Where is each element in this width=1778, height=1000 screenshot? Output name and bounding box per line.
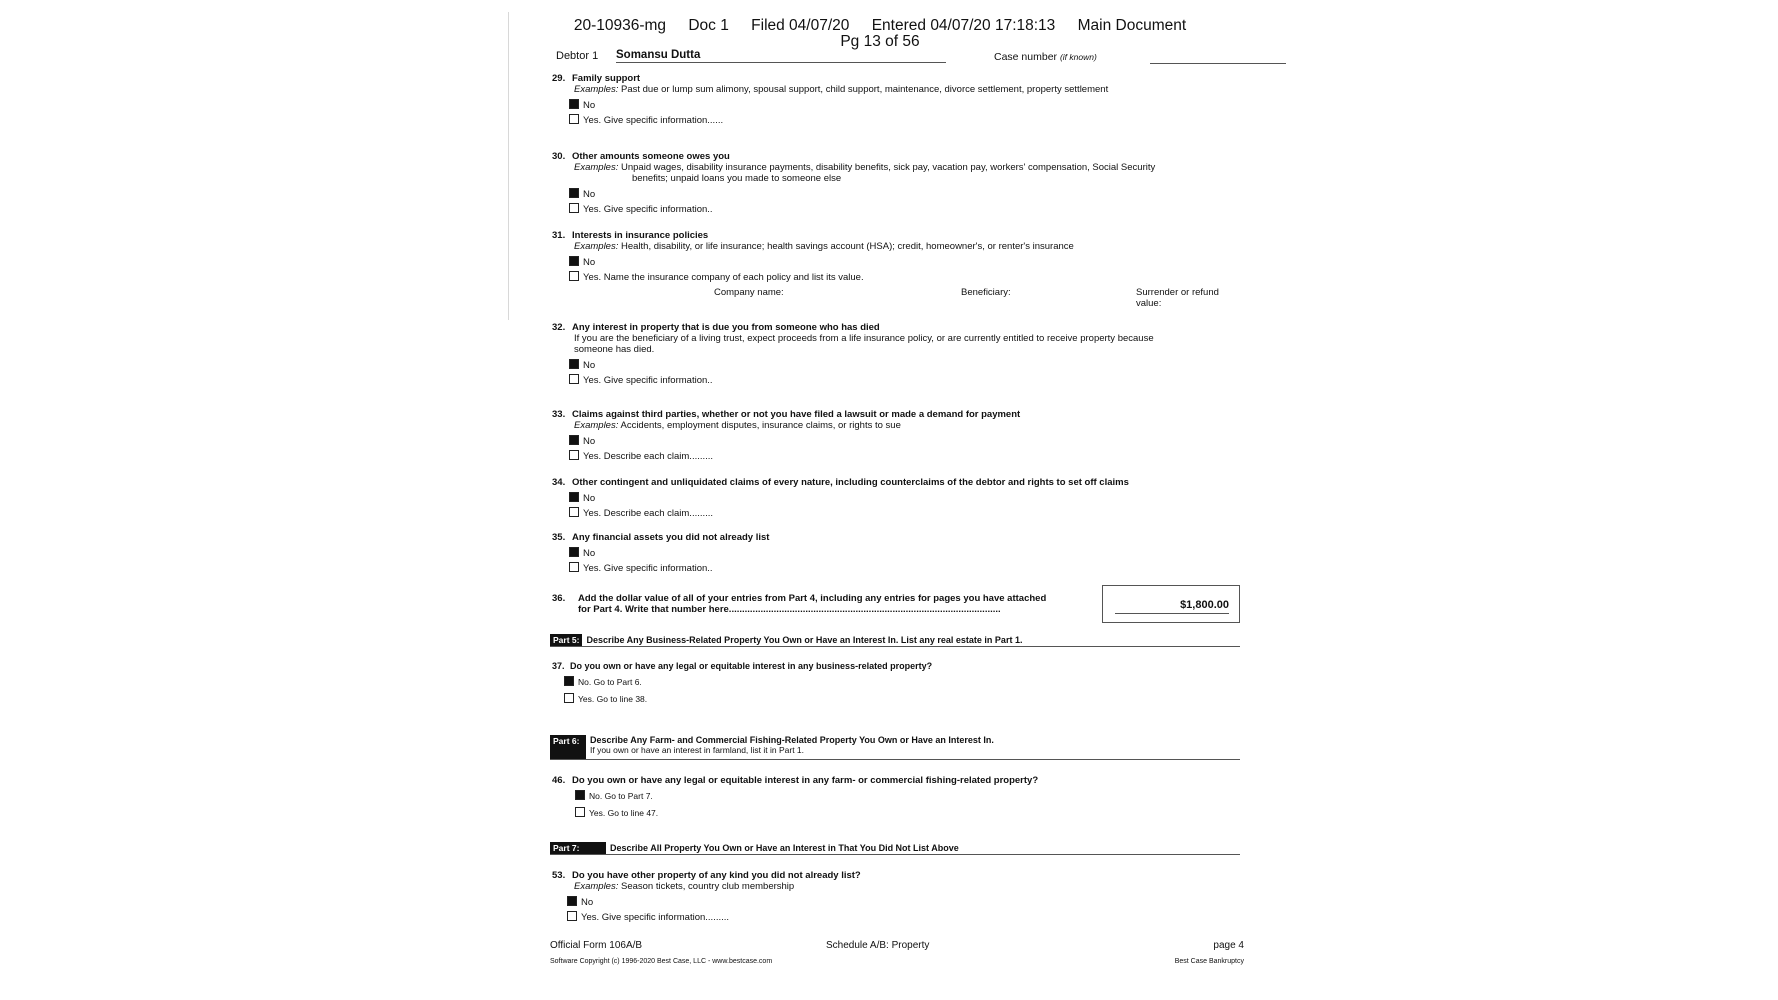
option-yes: Yes. Give specific information...... bbox=[552, 113, 1252, 128]
checkbox-empty-icon bbox=[569, 271, 579, 281]
item-34: 34. Other contingent and unliquidated claims of every nature, including counterclaims of the debtor and rights to set off claims No Yes. Describe each claim......... bbox=[552, 477, 1252, 521]
option-yes: Yes. Give specific information.. bbox=[552, 202, 1252, 217]
page-count: Pg 13 of 56 bbox=[840, 33, 920, 50]
checkbox-checked-icon bbox=[569, 188, 579, 198]
filed-date: Filed 04/07/20 bbox=[751, 17, 850, 34]
option-no: No bbox=[552, 98, 1252, 113]
page-number: page 4 bbox=[1213, 940, 1244, 951]
checkbox-checked-icon bbox=[569, 435, 579, 445]
insurance-columns: Company name: Beneficiary: Surrender or refund value: bbox=[714, 287, 1219, 309]
option-no: No bbox=[552, 491, 1252, 506]
brand: Best Case Bankruptcy bbox=[1174, 958, 1244, 965]
option-yes: Yes. Go to line 38. bbox=[552, 692, 1252, 707]
scan-edge-line bbox=[508, 12, 509, 320]
item-29: 29. Family support Examples: Past due or lump sum alimony, spousal support, child support, maintenance, divorce settlement, property settlement No Yes. Give specific information...... bbox=[552, 73, 1252, 128]
debtor-line bbox=[556, 49, 1236, 65]
checkbox-checked-icon bbox=[575, 790, 585, 800]
item-35: 35. Any financial assets you did not already list No Yes. Give specific information.. bbox=[552, 532, 1252, 576]
schedule-name: Schedule A/B: Property bbox=[826, 940, 930, 951]
copyright: Software Copyright (c) 1996-2020 Best Case, LLC - www.bestcase.com bbox=[550, 958, 773, 965]
form-name: Official Form 106A/B bbox=[550, 940, 643, 951]
checkbox-empty-icon bbox=[569, 114, 579, 124]
item-33: 33. Claims against third parties, whether or not you have filed a lawsuit or made a demand for payment Examples: Accidents, employment disputes, insurance claims, or rights to sue No Yes. Describe each claim......... bbox=[552, 409, 1252, 464]
option-no: No bbox=[552, 358, 1252, 373]
item-32: 32. Any interest in property that is due you from someone who has died If you are the beneficiary of a living trust, expect proceeds from a life insurance policy, or are currently entitled to receive property because someone has died. No Yes. Give specific information.. bbox=[552, 322, 1252, 388]
item-30: 30. Other amounts someone owes you Examples: Unpaid wages, disability insurance payments, disability benefits, sick pay, vacation pay, workers' compensation, Social Security benefits; unpaid loans you made to someone else No Yes. Give specific information.. bbox=[552, 151, 1252, 217]
item-title: Family support bbox=[572, 73, 641, 84]
option-no: No bbox=[552, 434, 1252, 449]
option-yes: Yes. Give specific information......... bbox=[552, 910, 1252, 925]
checkbox-empty-icon bbox=[569, 562, 579, 572]
entered-date: Entered 04/07/20 17:18:13 bbox=[871, 17, 1056, 34]
case-number-field bbox=[1150, 49, 1286, 64]
option-yes: Yes. Name the insurance company of each policy and list its value. bbox=[552, 270, 1252, 285]
checkbox-checked-icon bbox=[569, 359, 579, 369]
debtor-name: Somansu Dutta bbox=[616, 49, 946, 63]
case-id: 20-10936-mg bbox=[573, 17, 667, 34]
checkbox-empty-icon bbox=[567, 911, 577, 921]
checkbox-empty-icon bbox=[569, 450, 579, 460]
checkbox-checked-icon bbox=[569, 256, 579, 266]
doc-number: Doc 1 bbox=[688, 17, 729, 34]
option-no: No bbox=[552, 895, 1252, 910]
checkbox-empty-icon bbox=[575, 807, 585, 817]
part4-total-box bbox=[1102, 585, 1240, 623]
part-7-header: Part 7: Describe All Property You Own or Have an Interest in That You Did Not List Above bbox=[550, 842, 1240, 855]
option-yes: Yes. Describe each claim......... bbox=[552, 506, 1252, 521]
option-yes: Yes. Go to line 47. bbox=[552, 806, 1252, 821]
item-31: 31. Interests in insurance policies Examples: Health, disability, or life insurance; health savings account (HSA); credit, homeowner's, or renter's insurance No Yes. Name the insurance company of each policy and list its value. Company name: Beneficiary: Surrender or refund value: bbox=[552, 230, 1252, 311]
option-yes: Yes. Give specific information.. bbox=[552, 561, 1252, 576]
part4-total-value: $1,800.00 bbox=[1115, 599, 1229, 614]
checkbox-checked-icon bbox=[569, 547, 579, 557]
part-6-header: Part 6: Describe Any Farm- and Commercial Fishing-Related Property You Own or Have an Interest In. If you own or have an interest in farmland, list it in Part 1. bbox=[550, 735, 1240, 760]
checkbox-checked-icon bbox=[564, 676, 574, 686]
checkbox-empty-icon bbox=[564, 693, 574, 703]
item-53: 53. Do you have other property of any kind you did not already list? Examples: Season tickets, country club membership No Yes. Give specific information......... bbox=[552, 870, 1252, 925]
part-5-header: Part 5: Describe Any Business-Related Property You Own or Have an Interest In. List any real estate in Part 1. bbox=[550, 634, 1240, 647]
checkbox-checked-icon bbox=[569, 99, 579, 109]
checkbox-empty-icon bbox=[569, 374, 579, 384]
option-yes: Yes. Give specific information.. bbox=[552, 373, 1252, 388]
debtor-label: Debtor 1 bbox=[556, 50, 599, 62]
checkbox-checked-icon bbox=[567, 896, 577, 906]
document-page bbox=[510, 0, 1250, 1000]
item-46: 46. Do you own or have any legal or equitable interest in any farm- or commercial fishing-related property? No. Go to Part 7. Yes. Go to line 47. bbox=[552, 775, 1252, 821]
option-no: No. Go to Part 6. bbox=[552, 675, 1252, 690]
option-no: No bbox=[552, 187, 1252, 202]
checkbox-empty-icon bbox=[569, 507, 579, 517]
checkbox-empty-icon bbox=[569, 203, 579, 213]
filing-header bbox=[510, 18, 1250, 50]
case-number-label: Case number (if known) bbox=[994, 51, 1097, 63]
item-37: 37. Do you own or have any legal or equitable interest in any business-related property? No. Go to Part 6. Yes. Go to line 38. bbox=[552, 661, 1252, 707]
option-no: No bbox=[552, 546, 1252, 561]
option-yes: Yes. Describe each claim......... bbox=[552, 449, 1252, 464]
option-no: No. Go to Part 7. bbox=[552, 789, 1252, 804]
checkbox-checked-icon bbox=[569, 492, 579, 502]
option-no: No bbox=[552, 255, 1252, 270]
main-document-label: Main Document bbox=[1077, 17, 1187, 34]
item-36: 36. Add the dollar value of all of your entries from Part 4, including any entries for pages you have attached for Part 4. Write that number here....................................................................................................... bbox=[552, 593, 1047, 615]
